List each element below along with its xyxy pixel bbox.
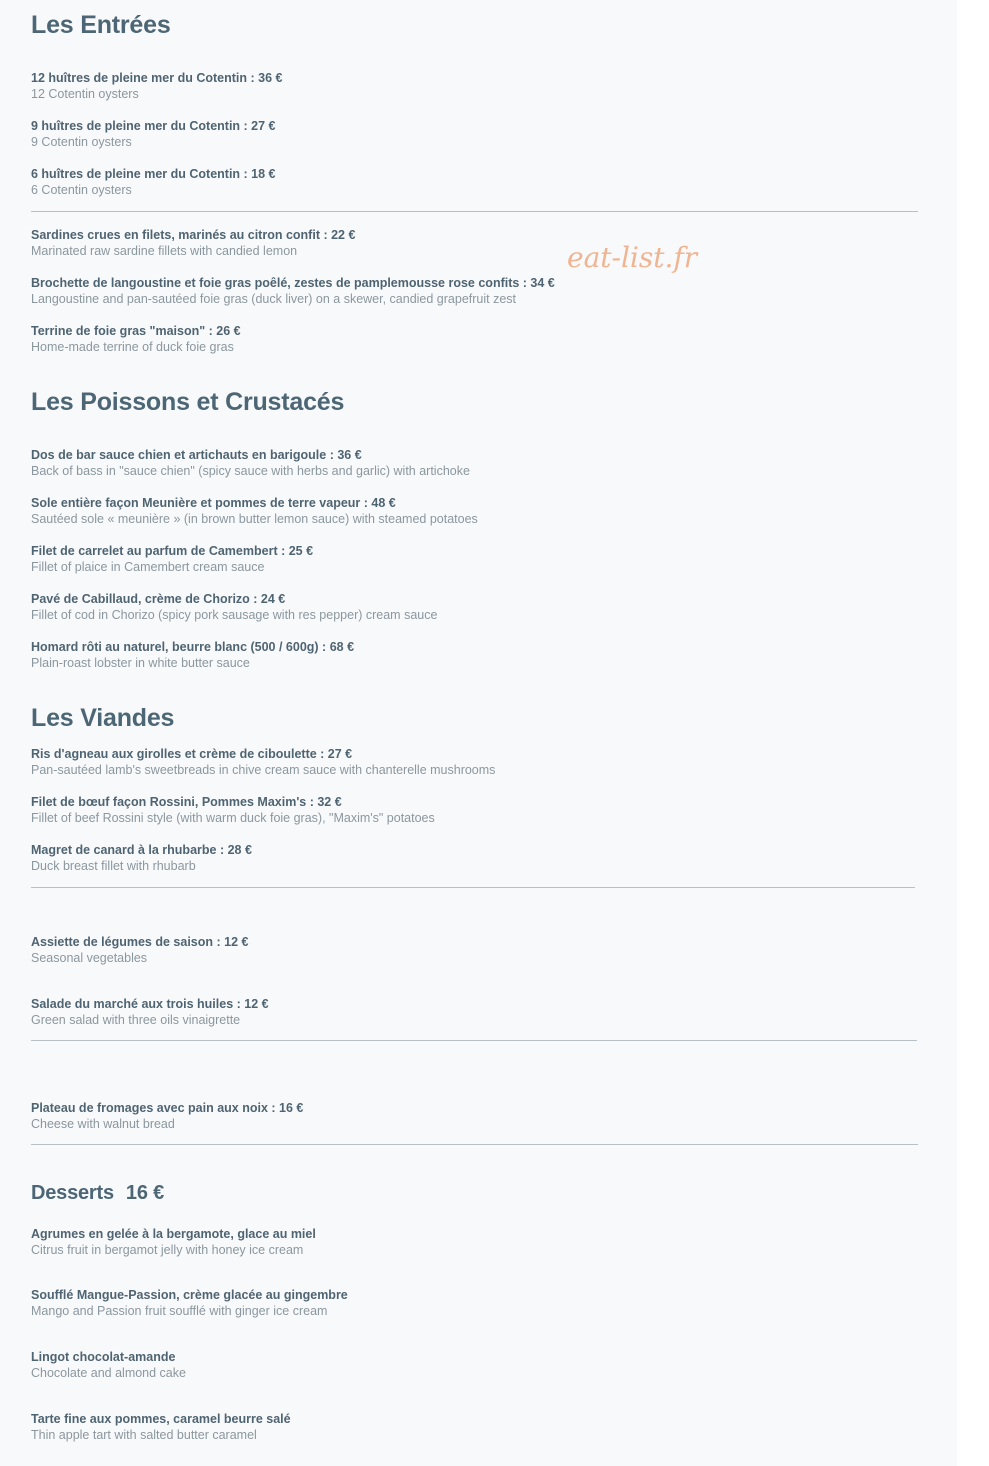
section-title-poissons: Les Poissons et Crustacés bbox=[31, 388, 345, 416]
menu-item-description: 6 Cotentin oysters bbox=[31, 183, 132, 197]
divider bbox=[31, 211, 918, 212]
menu-item-description: Fillet of plaice in Camembert cream sauce bbox=[31, 560, 265, 574]
menu-item-description: 9 Cotentin oysters bbox=[31, 135, 132, 149]
menu-item bbox=[31, 118, 911, 150]
menu-item-title: 12 huîtres de pleine mer du Cotentin : 36 € bbox=[31, 71, 283, 85]
menu-item-title: Tarte fine aux pommes, caramel beurre salé bbox=[31, 1412, 291, 1426]
menu-item bbox=[31, 639, 911, 671]
menu-item-title: Brochette de langoustine et foie gras poêlé, zestes de pamplemousse rose confits : 34 € bbox=[31, 276, 555, 290]
menu-item-description: Cheese with walnut bread bbox=[31, 1117, 175, 1131]
menu-item-description: Back of bass in "sauce chien" (spicy sauce with herbs and garlic) with artichoke bbox=[31, 464, 470, 478]
menu-item-title: Filet de carrelet au parfum de Camembert : 25 € bbox=[31, 544, 314, 558]
menu-item bbox=[31, 842, 911, 874]
menu-item-description: Langoustine and pan-sautéed foie gras (duck liver) on a skewer, candied grapefruit zest bbox=[31, 292, 517, 306]
menu-item bbox=[31, 70, 911, 102]
menu-item-description: Green salad with three oils vinaigrette bbox=[31, 1013, 241, 1027]
menu-item bbox=[31, 794, 911, 826]
menu-item bbox=[31, 275, 911, 307]
menu-item-title: Ris d'agneau aux girolles et crème de ciboulette : 27 € bbox=[31, 747, 353, 761]
menu-item bbox=[31, 1411, 911, 1443]
desserts-price: 16 € bbox=[125, 1182, 165, 1204]
menu-item-description: Plain-roast lobster in white butter sauce bbox=[31, 656, 250, 670]
menu-item-description: Duck breast fillet with rhubarb bbox=[31, 859, 196, 873]
menu-item bbox=[31, 591, 911, 623]
menu-item bbox=[31, 1226, 911, 1258]
menu-item bbox=[31, 746, 911, 778]
divider bbox=[31, 1144, 918, 1145]
menu-item-title: 6 huîtres de pleine mer du Cotentin : 18 € bbox=[31, 167, 276, 181]
menu-item-description: Seasonal vegetables bbox=[31, 951, 148, 965]
menu-item-description: Pan-sautéed lamb's sweetbreads in chive cream sauce with chanterelle mushrooms bbox=[31, 763, 496, 777]
menu-item-description: Thin apple tart with salted butter caramel bbox=[31, 1428, 257, 1442]
menu-item-title: Sole entière façon Meunière et pommes de terre vapeur : 48 € bbox=[31, 496, 396, 510]
menu-item-title: Dos de bar sauce chien et artichauts en barigoule : 36 € bbox=[31, 448, 362, 462]
menu-item-title: Sardines crues en filets, marinés au citron confit : 22 € bbox=[31, 228, 356, 242]
menu-item bbox=[31, 323, 911, 355]
menu-item bbox=[31, 543, 911, 575]
menu-item bbox=[31, 227, 911, 259]
menu-item-title: Lingot chocolat-amande bbox=[31, 1350, 176, 1364]
menu-item-description: Fillet of cod in Chorizo (spicy pork sausage with res pepper) cream sauce bbox=[31, 608, 438, 622]
divider bbox=[31, 887, 915, 888]
menu-item-title: Pavé de Cabillaud, crème de Chorizo : 24 € bbox=[31, 592, 286, 606]
menu-item bbox=[31, 1349, 911, 1381]
menu-item-title: Salade du marché aux trois huiles : 12 € bbox=[31, 997, 269, 1011]
menu-item bbox=[31, 996, 911, 1028]
menu-item-title: 9 huîtres de pleine mer du Cotentin : 27 € bbox=[31, 119, 276, 133]
menu-item-description: Citrus fruit in bergamot jelly with honey ice cream bbox=[31, 1243, 304, 1257]
menu-item-title: Assiette de légumes de saison : 12 € bbox=[31, 935, 249, 949]
menu-item-title: Terrine de foie gras "maison" : 26 € bbox=[31, 324, 241, 338]
watermark: eat-list.fr bbox=[567, 241, 698, 274]
divider bbox=[31, 1040, 917, 1041]
menu-item-description: Marinated raw sardine fillets with candied lemon bbox=[31, 244, 298, 258]
menu-item-description: Sautéed sole « meunière » (in brown butter lemon sauce) with steamed potatoes bbox=[31, 512, 478, 526]
menu-item bbox=[31, 1100, 911, 1132]
menu-item-title: Plateau de fromages avec pain aux noix : 16 € bbox=[31, 1101, 304, 1115]
menu-item-description: Fillet of beef Rossini style (with warm duck foie gras), "Maxim's" potatoes bbox=[31, 811, 435, 825]
menu-item-title: Filet de bœuf façon Rossini, Pommes Maxim's : 32 € bbox=[31, 795, 342, 809]
menu-item-description: Chocolate and almond cake bbox=[31, 1366, 186, 1380]
menu-item-title: Homard rôti au naturel, beurre blanc (500 / 600g) : 68 € bbox=[31, 640, 355, 654]
section-title-entrees: Les Entrées bbox=[31, 11, 171, 39]
menu-item bbox=[31, 934, 911, 966]
menu-item bbox=[31, 495, 911, 527]
menu-item-description: Mango and Passion fruit soufflé with ginger ice cream bbox=[31, 1304, 328, 1318]
menu-item bbox=[31, 1287, 911, 1319]
menu-item-title: Magret de canard à la rhubarbe : 28 € bbox=[31, 843, 252, 857]
menu-item-description: 12 Cotentin oysters bbox=[31, 87, 139, 101]
menu-item-title: Agrumes en gelée à la bergamote, glace au miel bbox=[31, 1227, 316, 1241]
section-title-viandes: Les Viandes bbox=[31, 704, 175, 732]
menu-item-title: Soufflé Mangue-Passion, crème glacée au gingembre bbox=[31, 1288, 348, 1302]
menu-item bbox=[31, 447, 911, 479]
desserts-title: Desserts bbox=[31, 1182, 114, 1204]
section-title-desserts bbox=[31, 1179, 164, 1207]
menu-item bbox=[31, 166, 911, 198]
menu-item-description: Home-made terrine of duck foie gras bbox=[31, 340, 234, 354]
